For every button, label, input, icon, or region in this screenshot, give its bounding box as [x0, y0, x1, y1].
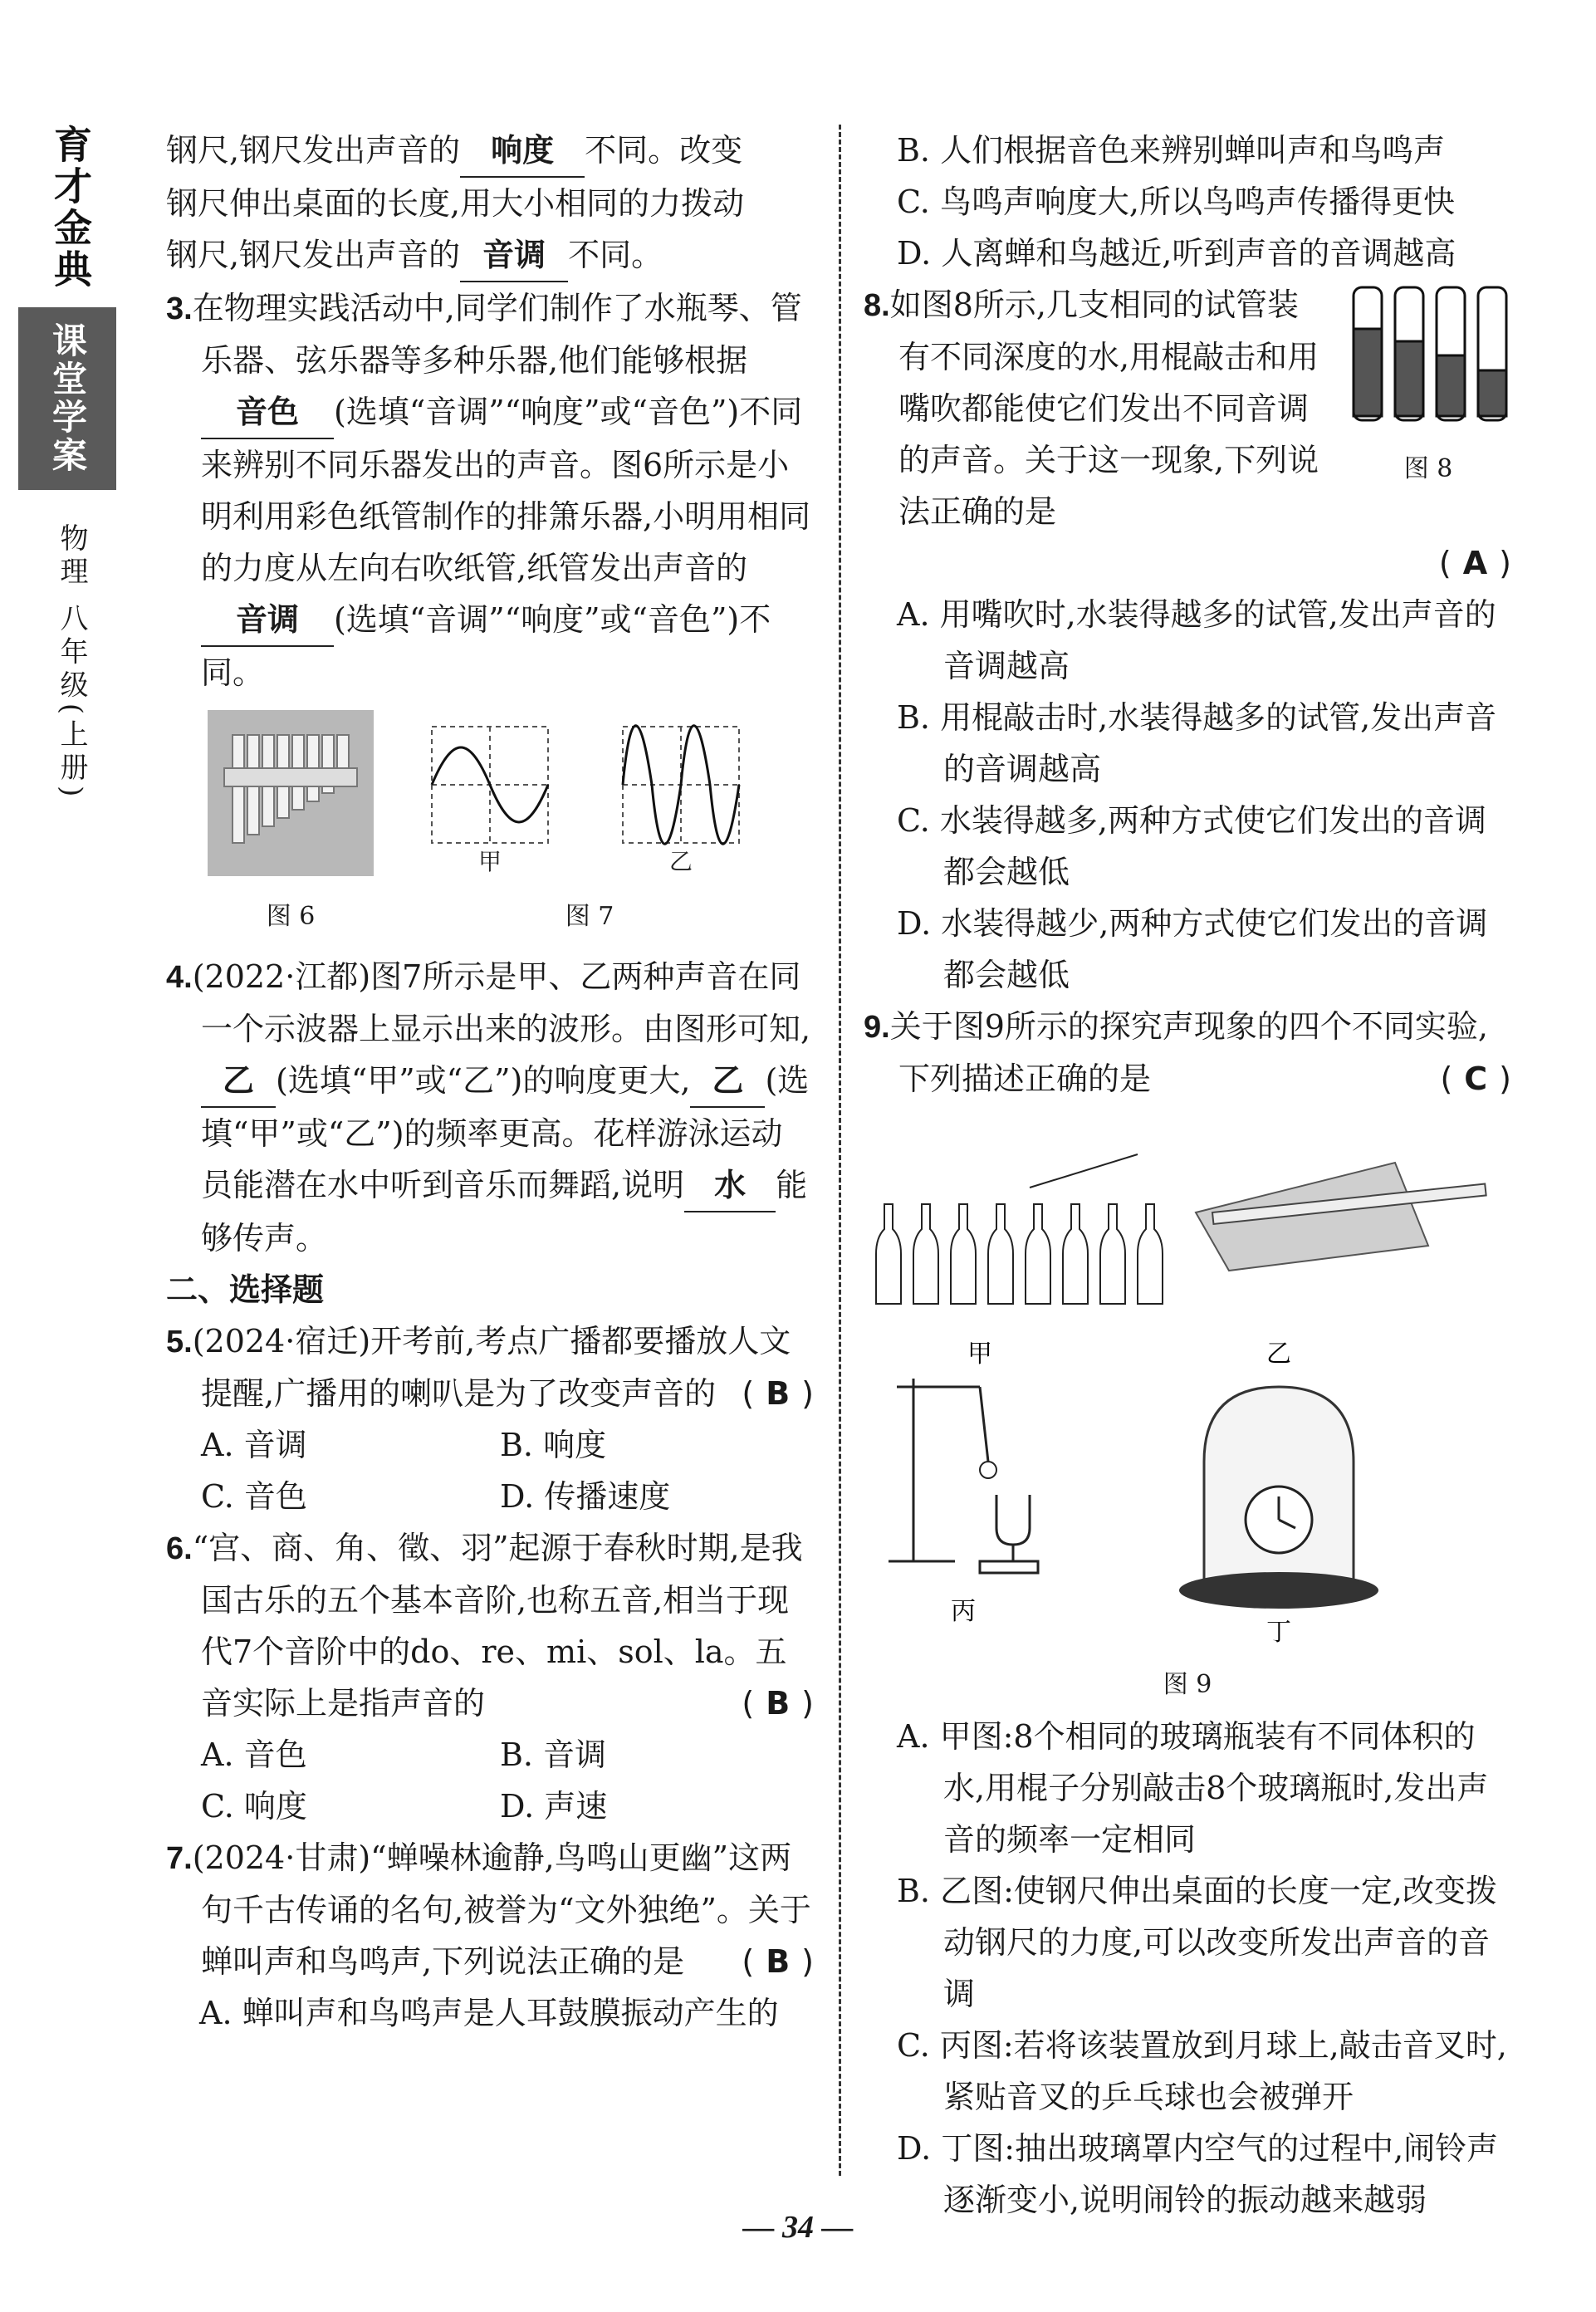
section-band: 课堂学案: [18, 307, 116, 490]
question-6: 6.“宫、商、角、徵、羽”起源于春秋时期,是我国古乐的五个基本音阶,也称五音,相当于现代7个音阶中的do、re、mi、sol、la。五音实际上是指声音的 ( B ): [166, 1522, 814, 1729]
q9-option-d: D. 丁图:抽出玻璃罩内空气的过程中,闹铃声逐渐变小,说明闹铃的振动越来越弱: [897, 2130, 1499, 2218]
fig7-label-b: 乙: [668, 848, 693, 875]
test-tubes-image: [1345, 279, 1511, 429]
left-column: [166, 125, 814, 2039]
answer-blank: 音色: [201, 386, 334, 439]
answer-bracket: ( B ): [742, 1943, 814, 1980]
question-4: 4.(2022·江都)图7所示是甲、乙两种声音在同一个示波器上显示出来的波形。由图形可知,乙 (选填“甲”或“乙”)的响度更大, 乙 (选填“甲”或“乙”)的频率更高。花样游泳运动员能潜在水中听到音乐而舞蹈,说明 水 能够传声。: [166, 958, 811, 1256]
question-8-block: [864, 279, 1511, 537]
figure-6-caption: 图 6: [266, 902, 316, 931]
q8-option-c: C. 水装得越多,两种方式使它们发出的音调都会越低: [897, 802, 1486, 890]
answer-blank: 音调: [201, 594, 334, 647]
brand-title: 育才金典: [48, 125, 93, 291]
fig9-label-b: 乙: [1266, 1340, 1291, 1369]
q2-line3: 钢尺,钢尺发出声音的 音调 不同。: [166, 229, 814, 282]
question-8: 8.如图8所示,几支相同的试管装有不同深度的水,用棍敲击和用嘴吹都能使它们发出不同音调的声音。关于这一现象,下列说法正确的是: [864, 287, 1319, 530]
fig7-label-a: 甲: [477, 848, 502, 875]
q7-option-c: C. 鸟鸣声响度大,所以鸟鸣声传播得更快: [897, 184, 1455, 220]
answer-blank: 音调: [460, 229, 568, 282]
right-column: [864, 125, 1511, 2226]
fig9-label-c: 丙: [951, 1597, 976, 1626]
question-7: 7.(2024·甘肃)“蝉噪林逾静,鸟鸣山更幽”这两句千古传诵的名句,被誉为“文外独绝”。关于蝉叫声和鸟鸣声,下列说法正确的是 ( B ): [166, 1832, 814, 1987]
page-footer: — 34 —: [742, 2210, 854, 2245]
answer-bracket: ( A ): [1438, 545, 1511, 581]
q2-line2: 钢尺伸出桌面的长度,用大小相同的力拨动: [166, 185, 745, 222]
waveform-diagram: [423, 710, 756, 876]
answer-bracket: ( B ): [742, 1685, 814, 1722]
answer-bracket: ( C ): [1440, 1060, 1511, 1097]
q9-option-c: C. 丙图:若将该装置放到月球上,敲击音叉时,紧贴音叉的乒乓球也会被弹开: [897, 2027, 1507, 2115]
q2-line1: 钢尺,钢尺发出声音的 响度 不同。改变: [166, 125, 814, 178]
answer-blank: 响度: [460, 125, 585, 178]
q6-options-row1: A. 音色 B. 音调: [201, 1736, 607, 1773]
q8-answer-line: [864, 537, 1511, 589]
figure-9: [864, 1113, 1511, 1711]
figure-8-caption: 图 8: [1403, 454, 1453, 483]
sound-experiments-image: [864, 1113, 1511, 1644]
figures-6-7: [208, 710, 814, 943]
figure-7: [423, 710, 756, 943]
q7-option-d: D. 人离蝉和鸟越近,听到声音的音调越高: [897, 235, 1456, 272]
section-heading: 二、选择题: [166, 1271, 325, 1308]
q8-option-a: A. 用嘴吹时,水装得越多的试管,发出声音的音调越高: [897, 596, 1496, 684]
answer-blank: 乙: [201, 1055, 276, 1108]
q8-option-b: B. 用棍敲击时,水装得越多的试管,发出声音的音调越高: [897, 699, 1497, 787]
question-5: 5.(2024·宿迁)开考前,考点广播都要播放人文提醒,广播用的喇叭是为了改变声音的 ( B ): [166, 1315, 814, 1419]
sidebar: [18, 125, 118, 801]
answer-bracket: ( B ): [742, 1375, 814, 1412]
figure-8: [1345, 279, 1511, 537]
answer-blank: 水: [684, 1159, 776, 1212]
question-9: 9.关于图9所示的探究声现象的四个不同实验,下列描述正确的是 ( C ): [864, 1001, 1511, 1105]
fig9-label-d: 丁: [1266, 1618, 1291, 1644]
column-divider: [839, 125, 841, 2176]
figure-9-caption: 图 9: [1163, 1670, 1212, 1699]
page-number: 34: [782, 2210, 814, 2245]
q9-option-a: A. 甲图:8个相同的玻璃瓶装有不同体积的水,用棍子分别敲击8个玻璃瓶时,发出声音的频率一定相同: [897, 1718, 1489, 1858]
q5-options-row2: C. 音色 D. 传播速度: [201, 1478, 671, 1515]
q9-option-b: B. 乙图:使钢尺伸出桌面的长度一定,改变拨动钢尺的力度,可以改变所发出声音的音调: [897, 1873, 1497, 2012]
panpipe-image: [208, 710, 374, 876]
q6-options-row2: C. 响度 D. 声速: [201, 1788, 608, 1825]
fig9-label-a: 甲: [967, 1340, 992, 1369]
q5-options-row1: A. 音调 B. 响度: [201, 1427, 607, 1463]
answer-blank: 乙: [690, 1055, 765, 1108]
figure-6: [208, 710, 374, 943]
figure-7-caption: 图 7: [565, 902, 614, 931]
q7-option-b: B. 人们根据音色来辨别蝉叫声和鸟鸣声: [897, 132, 1446, 169]
q7-option-a: A. 蝉叫声和鸟鸣声是人耳鼓膜振动产生的: [199, 1995, 779, 2031]
subject-label: 物理 八年级(上册): [55, 523, 88, 802]
question-3: 3.在物理实践活动中,同学们制作了水瓶琴、管乐器、弦乐器等多种乐器,他们能够根据音色 (选填“音调”“响度”或“音色”)不同来辨别不同乐器发出的声音。图6所示是小明利用彩色纸管制作的排箫乐器,小明用相同的力度从左向右吹纸管,纸管发出声音的音调 (选填“音调”“响度”或“音色”)不同。: [166, 290, 811, 691]
q8-option-d: D. 水装得越少,两种方式使它们发出的音调都会越低: [897, 905, 1488, 993]
